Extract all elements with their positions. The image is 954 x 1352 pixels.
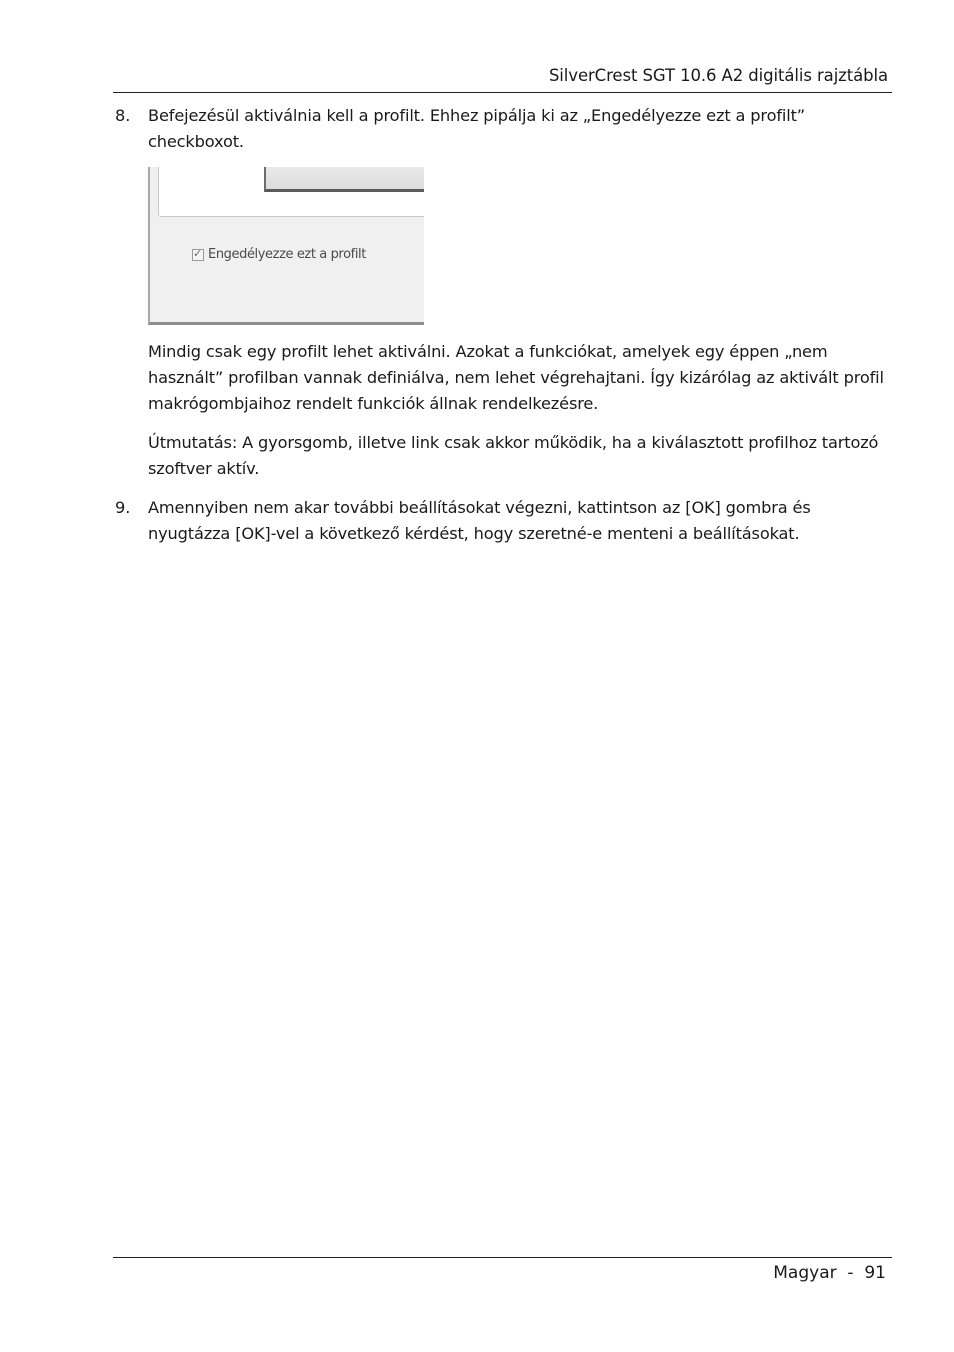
running-header: SilverCrest SGT 10.6 A2 digitális rajztábla — [548, 66, 888, 85]
enable-profile-checkbox-row[interactable] — [192, 247, 366, 262]
step-text-8: Befejezésül aktiválnia kell a profilt. Ehhez pipálja ki az „Engedélyezze ezt a profilt” checkboxot. — [148, 106, 805, 151]
page-footer: Magyar - 91 — [773, 1263, 886, 1283]
note-hotkey: Útmutatás: A gyorsgomb, illetve link csak akkor működik, ha a kiválasztott profilhoz tartozó szoftver aktív. — [148, 433, 879, 478]
enable-profile-checkbox-label: Engedélyezze ezt a profilt — [208, 247, 366, 262]
check-icon: ✓ — [193, 246, 203, 260]
step-number-8: 8. — [115, 106, 131, 125]
step-text-9: Amennyiben nem akar további beállításokat végezni, kattintson az [OK] gombra és nyugtázza [OK]-vel a következő kérdést, hogy szeretné-e menteni a beállításokat. — [148, 498, 811, 543]
header-rule — [113, 92, 892, 93]
step-number-9: 9. — [115, 498, 131, 517]
enable-profile-checkbox[interactable] — [192, 246, 204, 261]
profile-dialog-screenshot — [148, 167, 424, 325]
note-single-profile: Mindig csak egy profilt lehet aktiválni. Azokat a funkciókat, amelyek egy éppen „nem használt” profilban vannak definiálva, nem lehet végrehajtani. Így kizárólag az aktivált profil makrógombjaihoz rendelt funkciók állnak rendelkezésre. — [148, 342, 884, 413]
dialog-button-edge — [264, 167, 424, 192]
footer-rule — [113, 1257, 892, 1258]
